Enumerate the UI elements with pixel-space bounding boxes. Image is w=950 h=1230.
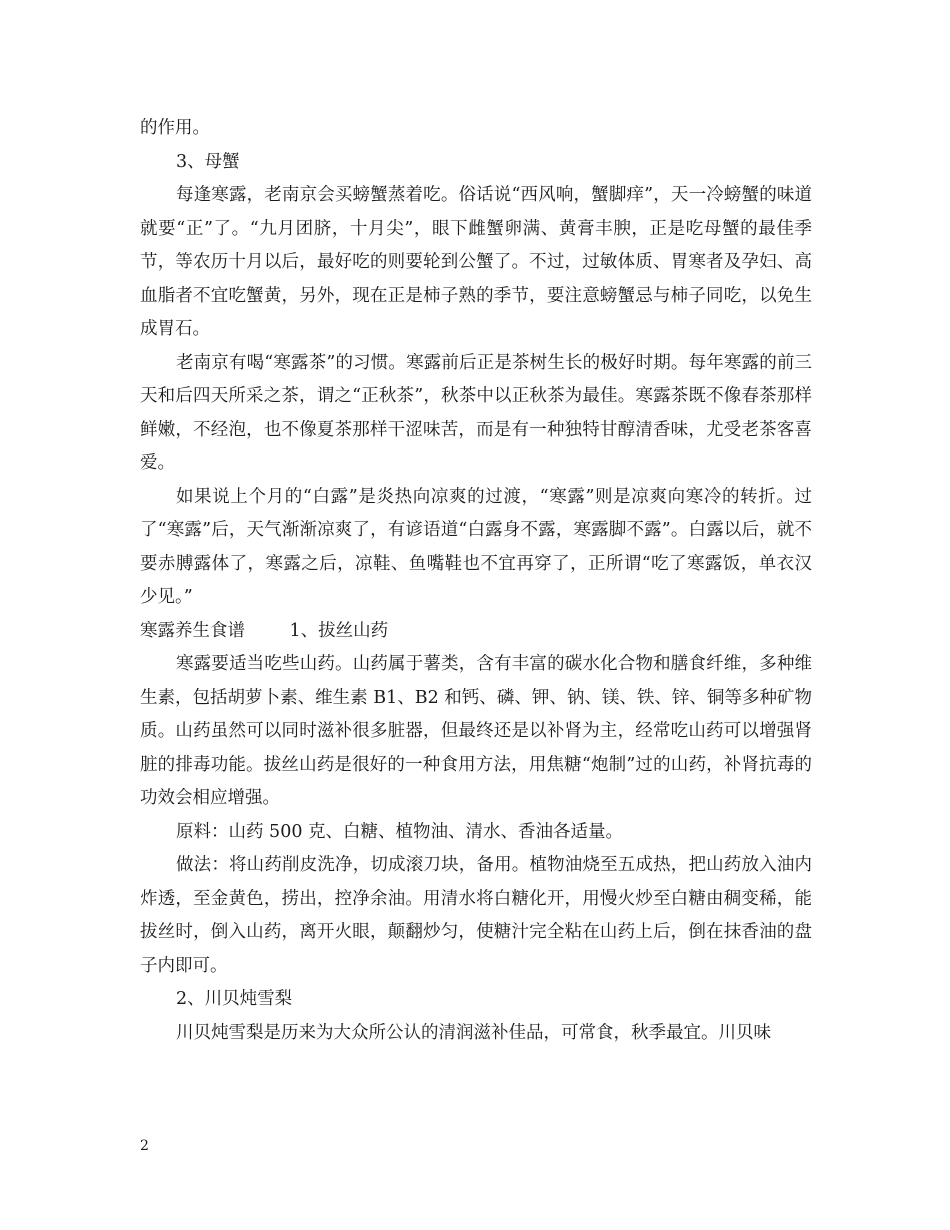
page-body [140,112,812,1050]
section-heading-mother-crab: 3、母蟹 [176,151,240,172]
paragraph-pear: 川贝炖雪梨是历来为大众所公认的清润滋补佳品，可常食，秋季最宜。川贝味 [176,1022,771,1043]
paragraph-yam-intro: 寒露要适当吃些山药。山药属于薯类，含有丰富的碳水化合物和膳食纤维，多种维生素，包括胡萝卜素、维生素 B1、B2 和钙、磷、钾、钠、镁、铁、锌、铜等多种矿物质。山药虽然可以同时滋补很多脏器，但最终还是以补肾为主，经常吃山药可以增强肾脏的排毒功能。拔丝山药是很好的一种食用方法，用焦糖“炮制”过的山药，补肾抗毒的功效会相应增强。 [140,654,812,808]
paragraph-ingredients: 原料：山药 500 克、白糖、植物油、清水、香油各适量。 [176,821,624,842]
page-number: 2 [140,1138,149,1154]
paragraph-tea: 老南京有喝“寒露茶”的习惯。寒露前后正是茶树生长的极好时期。每年寒露的前三天和后四天所采之茶，谓之“正秋茶”，秋茶中以正秋茶为最佳。寒露茶既不像春茶那样鲜嫩，不经泡，也不像夏茶那样干涩味苦，而是有一种独特甘醇清香味，尤受老茶客喜爱。 [140,352,812,473]
paragraph-continuation: 的作用。 [140,118,210,138]
paragraph-weather: 如果说上个月的“白露”是炎热向凉爽的过渡，“寒露”则是凉爽向寒冷的转折。过了“寒露”后，天气渐渐凉爽了，有谚语道“白露身不露，寒露脚不露”。白露以后，就不要赤膊露体了，寒露之后，凉鞋、鱼嘴鞋也不宜再穿了，正所谓“吃了寒露饭，单衣汉少见。” [140,486,812,607]
section-heading-recipes: 寒露养生食谱 1、拔丝山药 [140,620,389,641]
paragraph-method: 做法：将山药削皮洗净，切成滚刀块，备用。植物油烧至五成热，把山药放入油内炸透，至金黄色，捞出，控净余油。用清水将白糖化开，用慢火炒至白糖由稠变稀，能拔丝时，倒入山药，离开火眼，颠翻炒匀，使糖汁完全粘在山药上后，倒在抹香油的盘子内即可。 [140,855,812,976]
section-heading-pear: 2、川贝炖雪梨 [176,989,293,1009]
paragraph-crab: 每逢寒露，老南京会买螃蟹蒸着吃。俗话说“西风响，蟹脚痒”，天一冷螃蟹的味道就要“正”了。“九月团脐，十月尖”，眼下雌蟹卵满、黄膏丰腴，正是吃母蟹的最佳季节，等农历十月以后，最好吃的则要轮到公蟹了。不过，过敏体质、胃寒者及孕妇、高血脂者不宜吃蟹黄，另外，现在正是柿子熟的季节，要注意螃蟹忌与柿子同吃，以免生成胃石。 [140,185,812,339]
